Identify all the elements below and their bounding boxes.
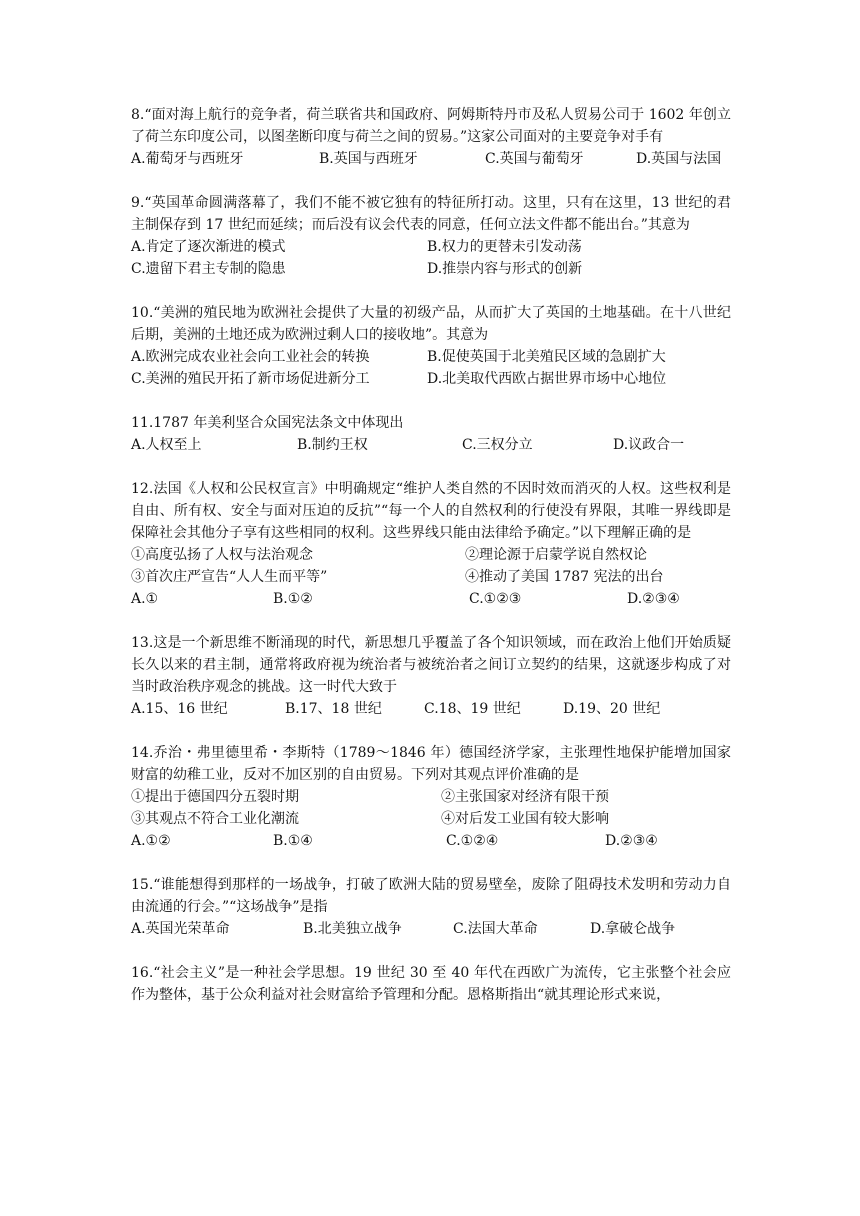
option-row (131, 148, 731, 170)
statement-4: ④对后发工业国有较大影响 (441, 811, 609, 827)
option-c: C.美洲的殖民开拓了新市场促进新分工 (131, 371, 370, 387)
question-14 (131, 742, 731, 852)
option-d: D.②③④ (605, 833, 658, 849)
option-c: C.遗留下君主专制的隐患 (131, 261, 286, 277)
option-row (131, 588, 731, 610)
question-stem: 10.“美洲的殖民地为欧洲社会提供了大量的初级产品，从而扩大了英国的土地基础。在十八世纪后期，美洲的土地还成为欧洲过剩人口的接收地”。其意为 (131, 305, 731, 343)
option-b: B.英国与西班牙 (319, 151, 418, 167)
question-9 (131, 192, 731, 280)
option-row (131, 368, 731, 390)
question-stem: 12.法国《人权和公民权宣言》中明确规定“维护人类自然的不因时效而消灭的人权。这些权利是自由、所有权、安全与面对压迫的反抗”“每一个人的自然权利的行使没有界限，其唯一界线即是保障社会其他分子享有这些相同的权利。这些界线只能由法律给予确定。”以下理解正确的是 (131, 481, 731, 541)
option-b: B.17、18 世纪 (285, 701, 382, 717)
question-13 (131, 632, 731, 720)
option-d: D.推崇内容与形式的创新 (427, 261, 583, 277)
option-c: C.英国与葡萄牙 (485, 151, 584, 167)
option-row (131, 236, 731, 258)
statement-row (131, 808, 731, 830)
option-a: A.① (131, 591, 159, 607)
question-stem: 14.乔治・弗里德里希・李斯特（1789～1846 年）德国经济学家，主张理性地保护能增加国家财富的幼稚工业，反对不加区别的自由贸易。下列对其观点评价准确的是 (131, 745, 731, 783)
question-10 (131, 302, 731, 390)
option-d: D.议政合一 (613, 437, 685, 453)
option-row (131, 346, 731, 368)
option-a: A.人权至上 (131, 437, 202, 453)
question-8 (131, 104, 731, 170)
option-c: C.18、19 世纪 (424, 701, 521, 717)
question-stem: 9.“英国革命圆满落幕了，我们不能不被它独有的特征所打动。这里，只有在这里，13 世纪的君主制保存到 17 世纪而延续；而后没有议会代表的同意，任何立法文件都不能出台。”其意为 (131, 195, 731, 233)
statement-1: ①提出于德国四分五裂时期 (131, 789, 299, 805)
exam-page (131, 104, 731, 1028)
option-b: B.制约王权 (297, 437, 368, 453)
question-12 (131, 478, 731, 610)
option-a: A.15、16 世纪 (131, 701, 228, 717)
option-row (131, 434, 731, 456)
statement-row (131, 566, 731, 588)
option-d: D.19、20 世纪 (563, 701, 661, 717)
option-b: B.北美独立战争 (303, 921, 402, 937)
option-c: C.①②④ (446, 833, 499, 849)
question-stem: 15.“谁能想得到那样的一场战争，打破了欧洲大陆的贸易壁垒，废除了阻碍技术发明和劳动力自由流通的行会。”“这场战争”是指 (131, 877, 731, 915)
option-row (131, 258, 731, 280)
option-c: C.①②③ (469, 591, 522, 607)
option-row (131, 918, 731, 940)
statement-4: ④推动了美国 1787 宪法的出台 (465, 569, 664, 585)
question-stem: 16.“社会主义”是一种社会学思想。19 世纪 30 至 40 年代在西欧广为流传，它主张整个社会应作为整体，基于公众利益对社会财富给予管理和分配。恩格斯指出“就其理论形式来说， (131, 965, 731, 1003)
option-c: C.三权分立 (462, 437, 533, 453)
statement-2: ②理论源于启蒙学说自然权论 (465, 547, 647, 563)
option-b: B.①④ (273, 833, 313, 849)
option-d: D.②③④ (627, 591, 680, 607)
statement-3: ③首次庄严宣告“人人生而平等” (131, 569, 328, 585)
option-a: A.欧洲完成农业社会向工业社会的转换 (131, 349, 370, 365)
question-stem: 11.1787 年美利坚合众国宪法条文中体现出 (131, 415, 404, 431)
question-stem: 13.这是一个新思维不断涌现的时代，新思想几乎覆盖了各个知识领域，而在政治上他们开始质疑长久以来的君主制，通常将政府视为统治者与被统治者之间订立契约的结果，这就逐步构成了对当时政治秩序观念的挑战。这一时代大致于 (131, 635, 731, 695)
question-15 (131, 874, 731, 940)
option-a: A.①② (131, 833, 171, 849)
option-a: A.葡萄牙与西班牙 (131, 151, 244, 167)
question-stem: 8.“面对海上航行的竞争者，荷兰联省共和国政府、阿姆斯特丹市及私人贸易公司于 1602 年创立了荷兰东印度公司，以图垄断印度与荷兰之间的贸易。”这家公司面对的主要竞争对手有 (131, 107, 731, 145)
option-row (131, 698, 731, 720)
statement-3: ③其观点不符合工业化潮流 (131, 811, 299, 827)
option-row (131, 830, 731, 852)
statement-2: ②主张国家对经济有限干预 (441, 789, 609, 805)
option-a: A.肯定了逐次渐进的模式 (131, 239, 286, 255)
option-d: D.北美取代西欧占据世界市场中心地位 (427, 371, 667, 387)
option-c: C.法国大革命 (453, 921, 538, 937)
statement-row (131, 786, 731, 808)
statement-row (131, 544, 731, 566)
option-b: B.权力的更替未引发动荡 (427, 239, 582, 255)
option-b: B.促使英国于北美殖民区域的急剧扩大 (427, 349, 666, 365)
option-a: A.英国光荣革命 (131, 921, 230, 937)
question-16 (131, 962, 731, 1006)
option-d: D.拿破仑战争 (590, 921, 676, 937)
option-b: B.①② (273, 591, 313, 607)
option-d: D.英国与法国 (636, 151, 722, 167)
question-11 (131, 412, 731, 456)
statement-1: ①高度弘扬了人权与法治观念 (131, 547, 313, 563)
